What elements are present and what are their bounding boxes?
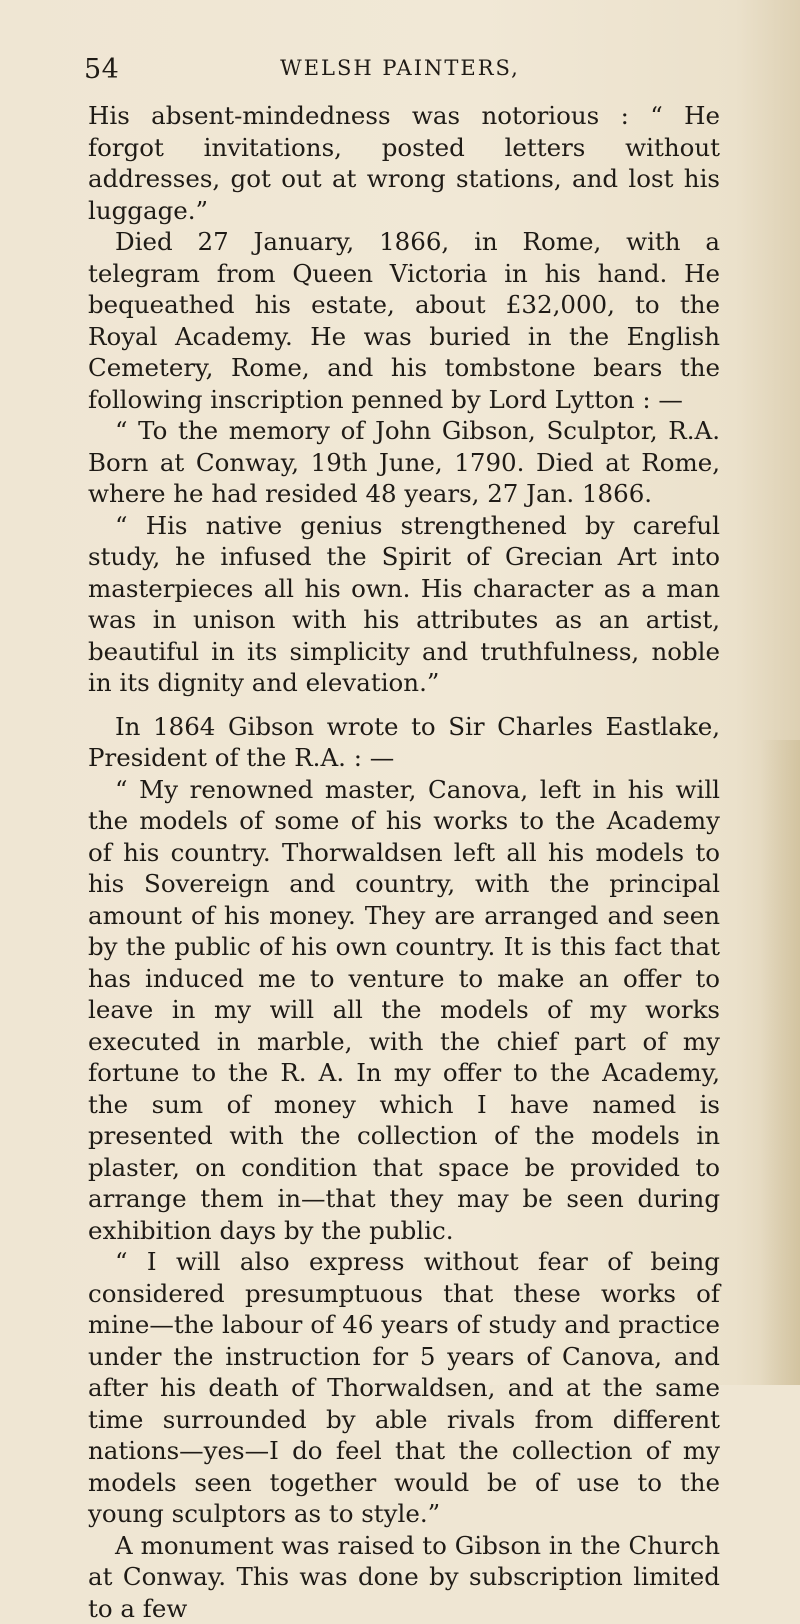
running-title: WELSH PAINTERS, — [84, 56, 716, 80]
page-edge-discoloration — [760, 740, 800, 1385]
paragraph: In 1864 Gibson wrote to Sir Charles Eastlake, President of the R.A. : — — [88, 711, 720, 774]
paragraph: His absent-mindedness was notorious : “ He forgot invitations, posted letters without addresses, got out at wrong stations, and lost his luggage.” — [88, 100, 720, 226]
page-header — [84, 48, 716, 88]
paragraph: “ My renowned master, Canova, left in his will the models of some of his works to the Academy of his country. Thorwaldsen left all his models to his Sovereign and country, with the principal amount of his money. They are arranged and seen by the public of his own country. It is this fact that has induced me to venture to make an offer to leave in my will all the models of my works executed in marble, with the chief part of my fortune to the R. A. In my offer to the Academy, the sum of money which I have named is presented with the collection of the models in plaster, on condition that space be provided to arrange them in—that they may be seen during exhibition days by the public. — [88, 774, 720, 1247]
page-number: 54 — [84, 54, 119, 85]
body-text — [88, 100, 720, 1624]
paragraph: “ I will also express without fear of being considered presumptuous that these works of mine—the labour of 46 years of study and practice under the instruction for 5 years of Canova, and after his death of Thorwaldsen, and at the same time surrounded by able rivals from different nations—yes—I do feel that the collection of my models seen together would be of use to the young sculptors as to style.” — [88, 1246, 720, 1530]
paragraph: “ To the memory of John Gibson, Sculptor, R.A. Born at Conway, 19th June, 1790. Died at Rome, where he had resided 48 years, 27 Jan. 1866. — [88, 415, 720, 510]
paragraph: Died 27 January, 1866, in Rome, with a telegram from Queen Victoria in his hand. He bequeathed his estate, about £32,000, to the Royal Academy. He was buried in the English Cemetery, Rome, and his tombstone bears the following inscription penned by Lord Lytton : — — [88, 226, 720, 415]
paragraph: A monument was raised to Gibson in the Church at Conway. This was done by subscription limited to a few — [88, 1530, 720, 1624]
paragraph: “ His native genius strengthened by careful study, he infused the Spirit of Grecian Art into masterpieces all his own. His character as a man was in unison with his attributes as an artist, beautiful in its simplicity and truthfulness, noble in its dignity and elevation.” — [88, 510, 720, 699]
